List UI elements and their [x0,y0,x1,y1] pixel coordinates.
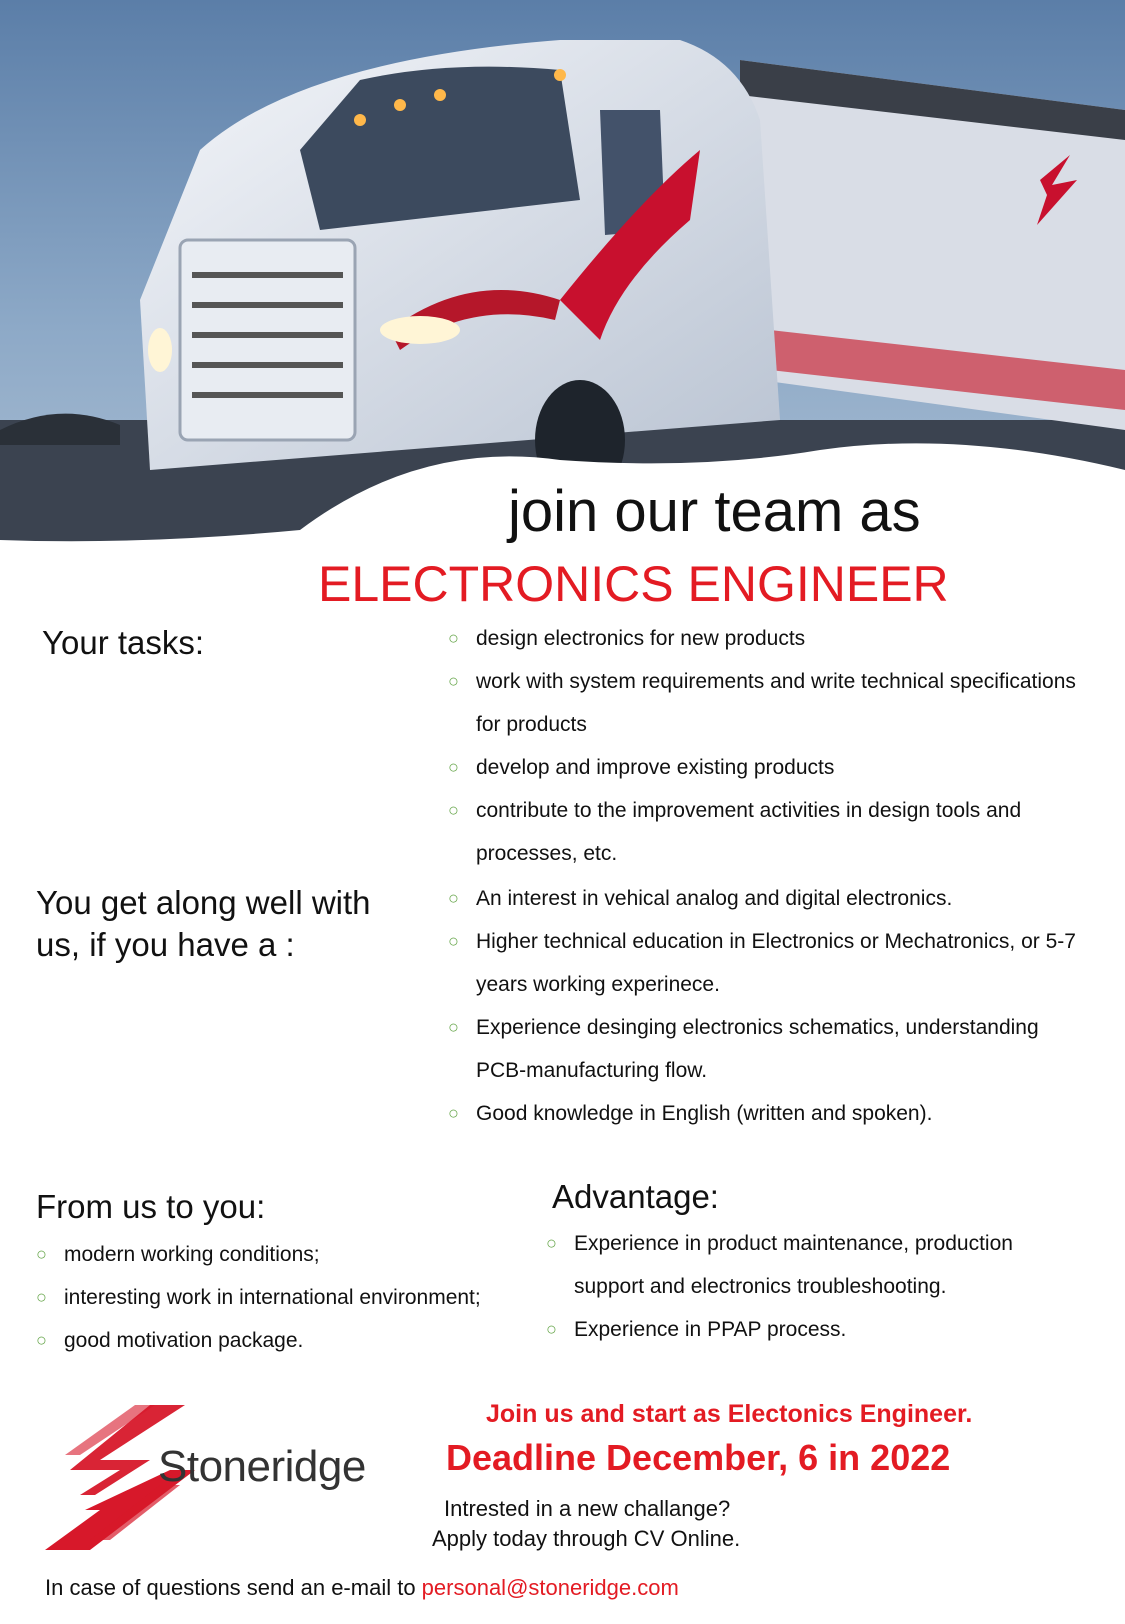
cta-line: Apply today through CV Online. [432,1526,741,1551]
list-item: ○ modern working conditions; [36,1233,526,1276]
headline: join our team as [508,479,921,544]
footer-text: In case of questions send an e-mail to [45,1575,422,1600]
tasks-list [448,617,1088,875]
list-item: ○ An interest in vehical analog and digital electronics. [448,877,1088,920]
bullet-icon: ○ [448,671,459,691]
list-item: ○ Higher technical education in Electronics or Mechatronics, or 5-7 years working experinece. [448,920,1088,1006]
list-item: ○ design electronics for new products [448,617,1088,660]
requirements-label: You get along well with us, if you have a : [36,884,371,963]
list-item: ○ Experience in product maintenance, production support and electronics troubleshooting. [546,1222,1076,1308]
bullet-icon: ○ [546,1233,557,1253]
advantage-label: Advantage: [552,1178,719,1215]
bullet-icon: ○ [448,888,459,908]
tasks-label: Your tasks: [42,624,205,661]
bullet-icon: ○ [36,1330,47,1350]
bullet-icon: ○ [546,1319,557,1339]
hero-image [0,0,1125,545]
bullet-icon: ○ [448,628,459,648]
job-title: ELECTRONICS ENGINEER [318,556,949,612]
list-item: ○ work with system requirements and write technical specifications for products [448,660,1088,746]
list-item: ○ good motivation package. [36,1319,526,1362]
deadline: Deadline December, 6 in 2022 [446,1437,951,1478]
list-item: ○ interesting work in international environment; [36,1276,526,1319]
logo-wordmark: Stoneridge [158,1442,366,1491]
cta-heading: Join us and start as Electonics Engineer. [486,1400,973,1428]
bullet-icon: ○ [448,931,459,951]
requirements-list [448,877,1088,1135]
advantage-list [546,1222,1076,1351]
bullet-icon: ○ [448,1103,459,1123]
bullet-icon: ○ [448,800,459,820]
bullet-icon: ○ [36,1287,47,1307]
bullet-icon: ○ [448,757,459,777]
list-item: ○ Experience in PPAP process. [546,1308,1076,1351]
list-item: ○ contribute to the improvement activities in design tools and processes, etc. [448,789,1088,875]
cta-line: Intrested in a new challange? [444,1496,731,1521]
list-item: ○ Good knowledge in English (written and spoken). [448,1092,1088,1135]
bullet-icon: ○ [36,1244,47,1264]
list-item: ○ develop and improve existing products [448,746,1088,789]
offer-list [36,1233,526,1362]
list-item: ○ Experience desinging electronics schematics, understanding PCB-manufacturing flow. [448,1006,1088,1092]
bullet-icon: ○ [448,1017,459,1037]
footer-contact [45,1575,679,1601]
email-link[interactable]: personal@stoneridge.com [421,1575,679,1600]
offer-label: From us to you: [36,1188,266,1225]
